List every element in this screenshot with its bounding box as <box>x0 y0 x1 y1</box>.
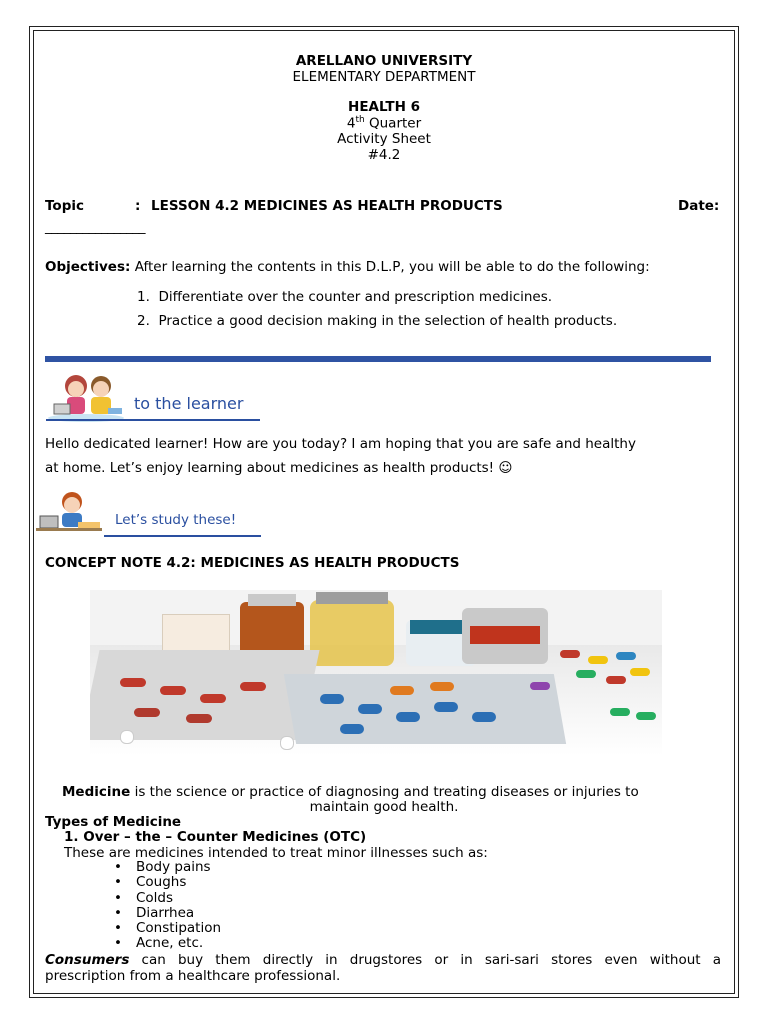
kids-reading-illustration <box>44 372 128 424</box>
topic-label: Topic <box>45 198 84 214</box>
otc-heading: 1. Over – the – Counter Medicines (OTC) <box>64 829 367 845</box>
list-item: • Constipation <box>114 921 221 936</box>
topic-colon: : <box>135 198 141 214</box>
otc-intro: These are medicines intended to treat minor illnesses such as: <box>64 845 488 861</box>
objective-item-1: 1. Differentiate over the counter and prescription medicines. <box>137 289 553 305</box>
objectives-label: Objectives: <box>45 259 131 275</box>
list-item: • Colds <box>114 891 221 906</box>
list-item: • Body pains <box>114 860 221 875</box>
date-label: Date: <box>678 198 720 214</box>
consumers-text: can buy them directly in drugstores or in sari-sari stores even without a <box>141 952 721 968</box>
medicine-definition-line-1 <box>62 784 639 800</box>
objectives-intro: After learning the contents in this D.L.P, you will be able to do the following: <box>134 259 650 275</box>
medicines-photo <box>90 590 662 756</box>
greeting-line-1: Hello dedicated learner! How are you today? I am hoping that you are safe and healthy <box>45 436 636 452</box>
boy-laptop-illustration <box>34 490 106 536</box>
otc-illness-list <box>114 860 221 952</box>
objective-item-2: 2. Practice a good decision making in the selection of health products. <box>137 313 618 329</box>
quarter-line <box>0 115 768 132</box>
university-name: ARELLANO UNIVERSITY <box>295 53 473 69</box>
consumers-line-1 <box>45 952 721 968</box>
date-blank: ________________ <box>45 219 145 235</box>
objectives-line <box>45 259 650 275</box>
objective-item-1-text: Differentiate over the counter and prescription medicines. <box>158 289 553 305</box>
sheet-title: Activity Sheet <box>337 131 431 147</box>
to-the-learner-label: to the learner <box>134 394 244 413</box>
study-banner-underline <box>104 535 261 537</box>
concept-heading: CONCEPT NOTE 4.2: MEDICINES AS HEALTH PRODUCTS <box>45 555 460 571</box>
subject-title: HEALTH 6 <box>348 99 420 115</box>
list-item: • Diarrhea <box>114 906 221 921</box>
quarter-number: 4 <box>346 115 356 132</box>
quarter-suffix: th <box>355 115 365 125</box>
consumers-term: Consumers <box>45 952 130 968</box>
medicine-term: Medicine <box>62 784 131 800</box>
list-item: • Acne, etc. <box>114 936 221 951</box>
department-name: ELEMENTARY DEPARTMENT <box>292 69 476 85</box>
topic-value: LESSON 4.2 MEDICINES AS HEALTH PRODUCTS <box>151 198 503 214</box>
medicine-definition-rest: is the science or practice of diagnosing and treating diseases or injuries to <box>134 784 639 800</box>
quarter-word: Quarter <box>368 115 422 132</box>
objective-item-2-text: Practice a good decision making in the selection of health products. <box>158 313 618 329</box>
sheet-number: #4.2 <box>367 147 401 163</box>
learner-banner-underline <box>46 419 260 421</box>
types-heading: Types of Medicine <box>45 814 182 830</box>
lets-study-label: Let’s study these! <box>115 512 237 528</box>
greeting-line-2: at home. Let’s enjoy learning about medicines as health products! ☺ <box>45 460 513 476</box>
section-divider <box>45 356 711 362</box>
medicine-definition-line-2: maintain good health. <box>309 799 459 815</box>
list-item: • Coughs <box>114 875 221 890</box>
consumers-line-2: prescription from a healthcare professional. <box>45 968 341 984</box>
